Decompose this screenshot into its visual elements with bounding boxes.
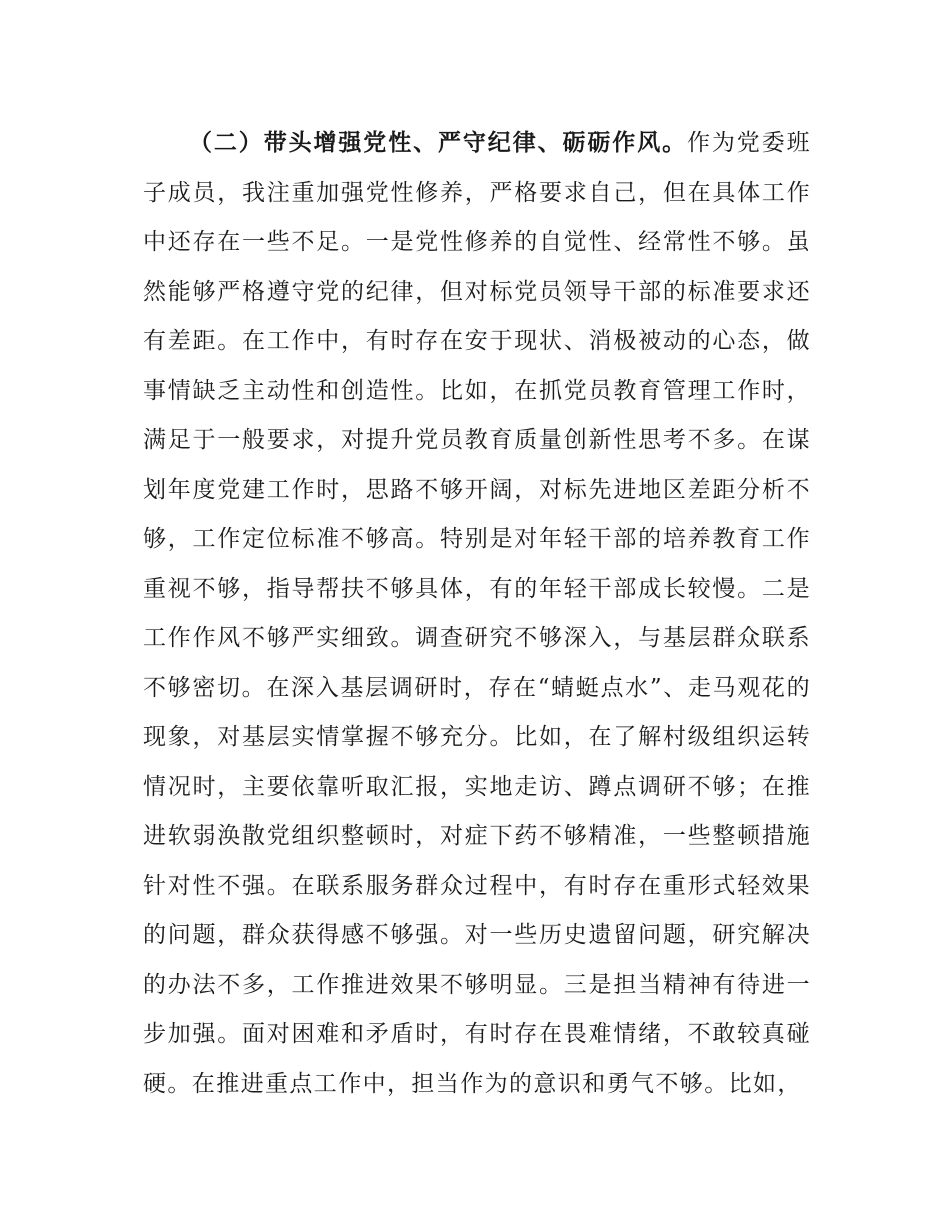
paragraph-text: 作为党委班子成员，我注重加强党性修养，严格要求自己，但在具体工作中还存在一些不足。一是党性修养的自觉性、经常性不够。虽然能够严格遵守党的纪律，但对标党员领导干部的标准要求还有差距。在工作中，有时存在安于现状、消极被动的心态，做事情缺乏主动性和创造性。比如，在抓党员教育管理工作时，满足于一般要求，对提升党员教育质量创新性思考不多。在谋划年度党建工作时，思路不够开阔，对标先进地区差距分析不够，工作定位标准不够高。特别是对年轻干部的培养教育工作重视不够，指导帮扶不够具体，有的年轻干部成长较慢。二是工作作风不够严实细致。调查研究不够深入，与基层群众联系不够密切。在深入基层调研时，存在“蜻蜓点水”、走马观花的现象，对基层实情掌握不够充分。比如，在了解村级组织运转情况时，主要依靠听取汇报，实地走访、蹲点调研不够；在推进软弱涣散党组织整顿时，对症下药不够精准，一些整顿措施针对性不强。在联系服务群众过程中，有时存在重形式轻效果的问题，群众获得感不够强。对一些历史遗留问题，研究解决的办法不多，工作推进效果不够明显。三是担当精神有待进一步加强。面对困难和矛盾时，有时存在畏难情绪，不敢较真碰硬。在推进重点工作中，担当作为的意识和勇气不够。比如， [143,130,811,1097]
body-paragraph [143,119,811,1109]
section-heading: （二）带头增强党性、严守纪律、砺砺作风。 [189,130,687,156]
